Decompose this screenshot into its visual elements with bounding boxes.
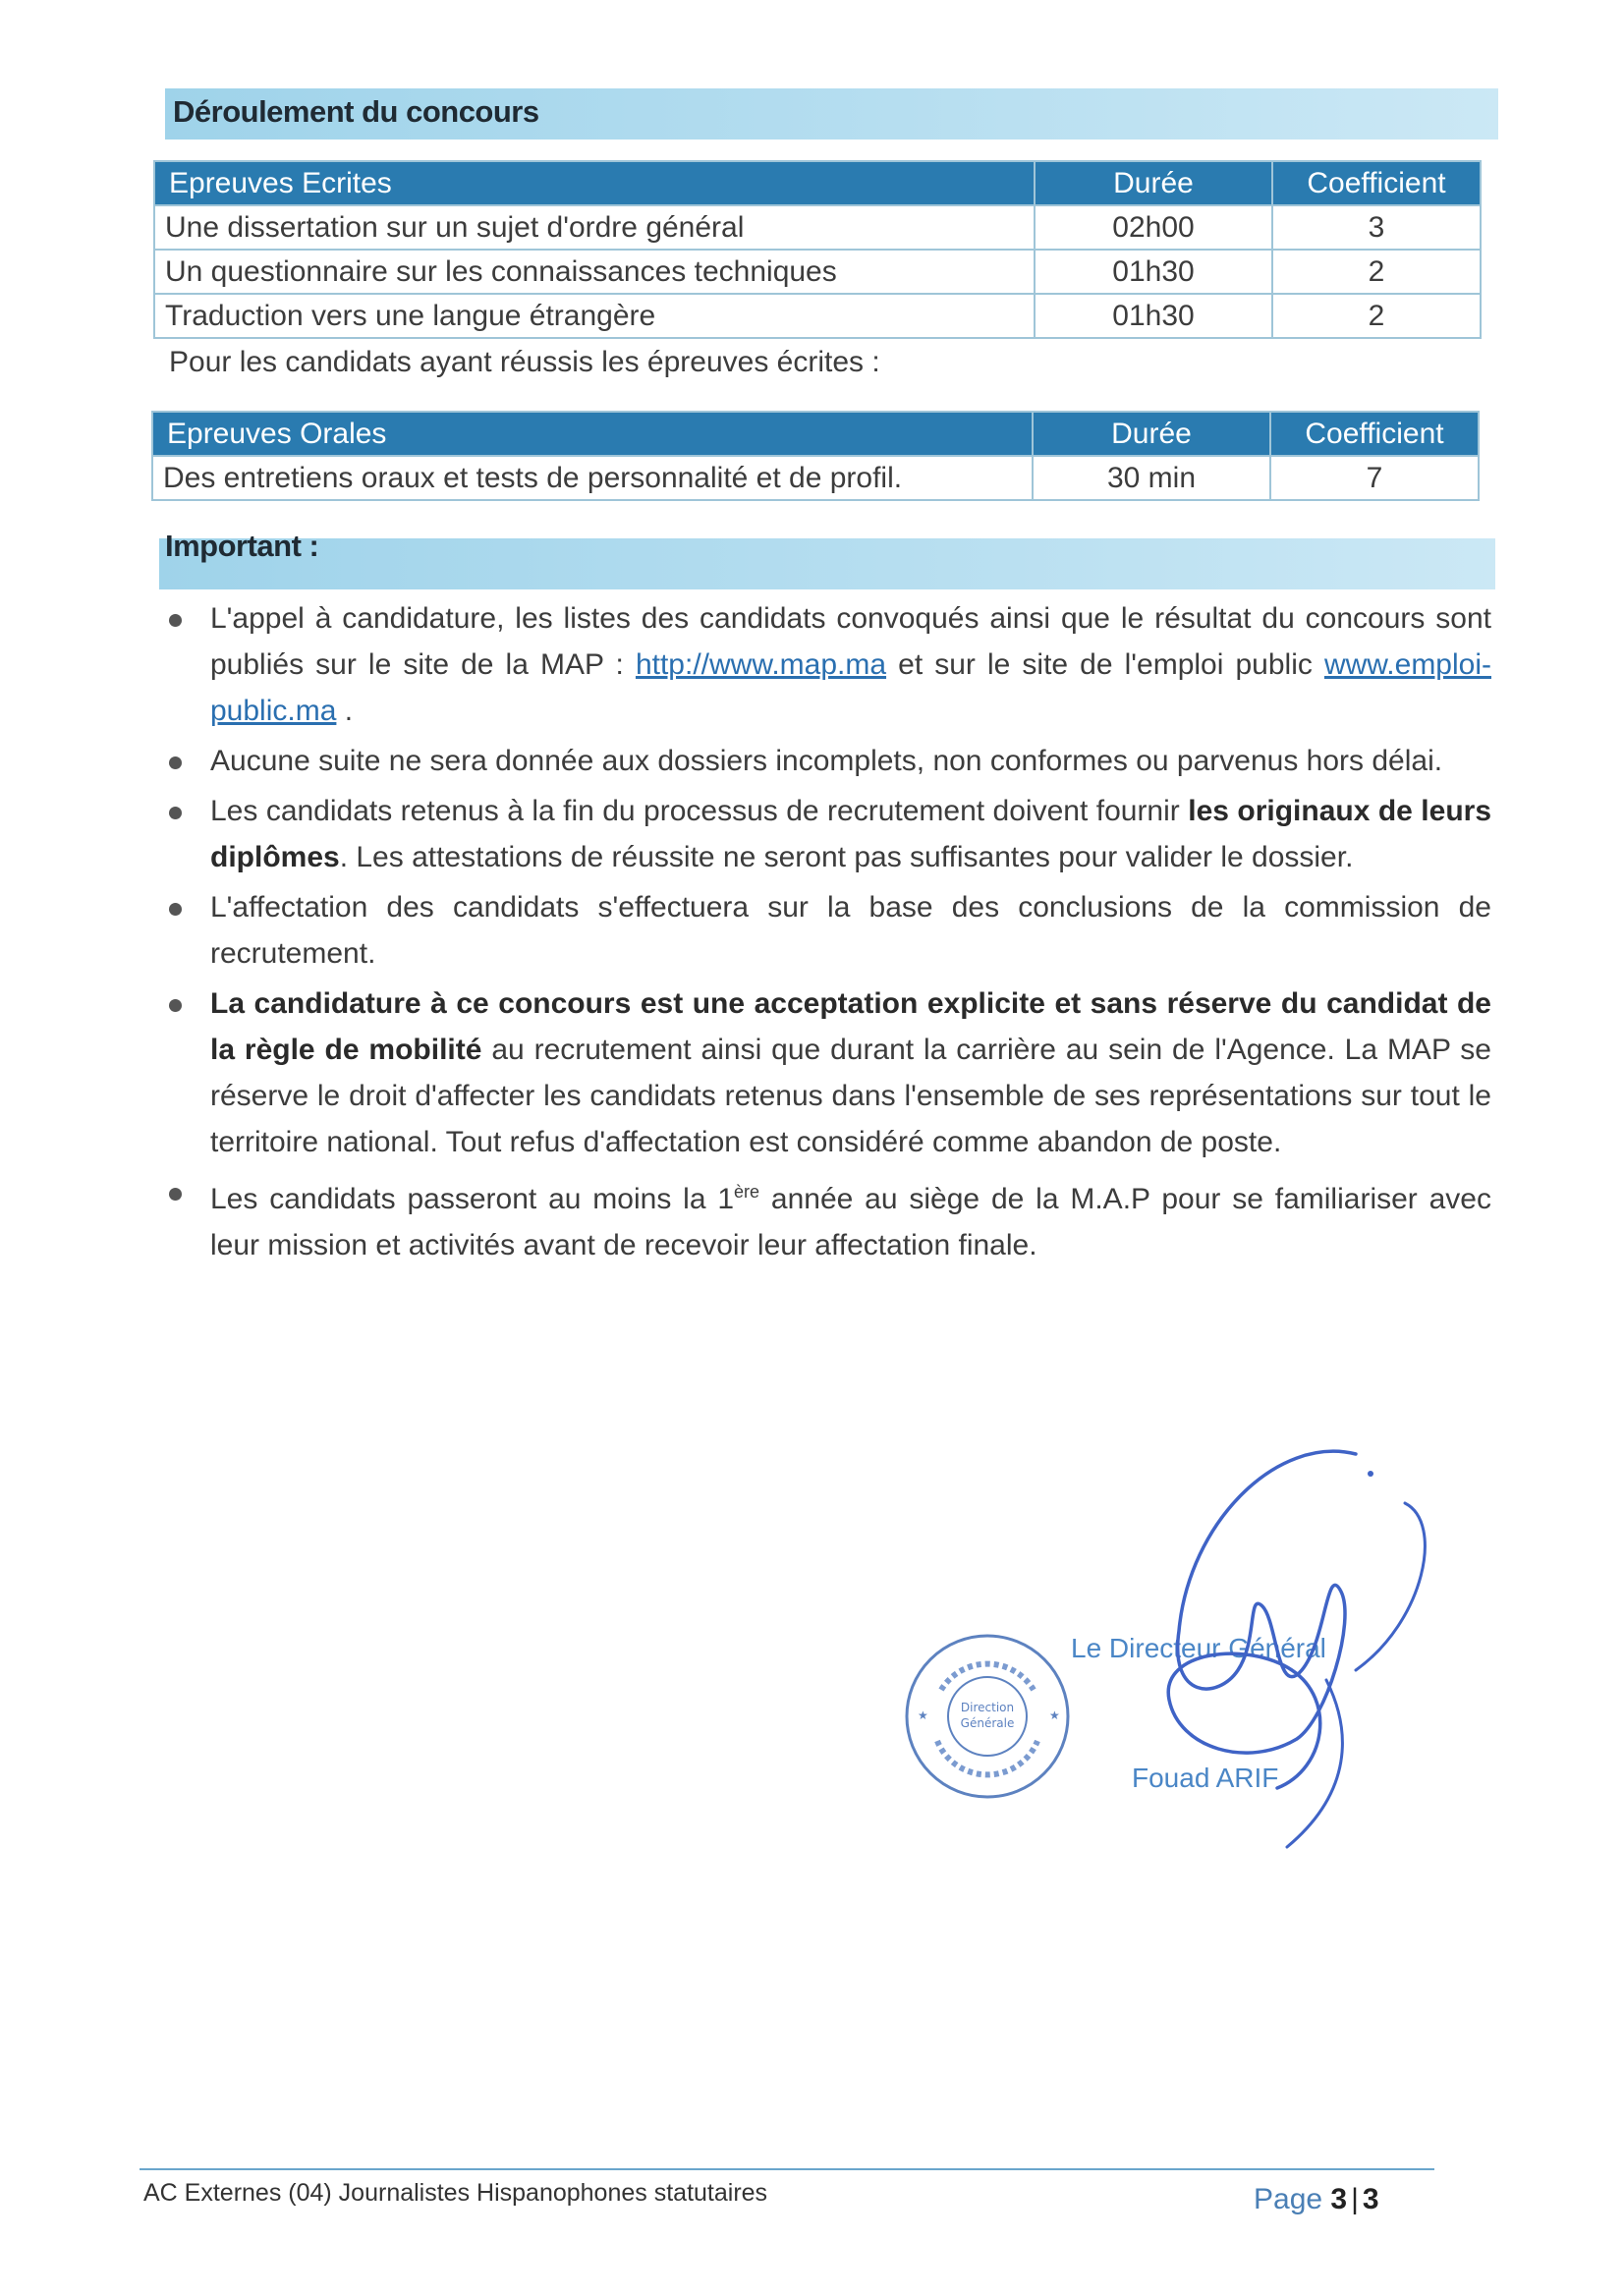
exam-duration-cell: 02h00 [1035, 205, 1272, 250]
written-table-header [154, 161, 1481, 205]
oral-exams-table [151, 411, 1480, 501]
exam-name-cell: Traduction vers une langue étrangère [154, 294, 1035, 338]
section-title-deroulement: Déroulement du concours [173, 94, 539, 129]
note-text: Les candidats passeront au moins la 1 [210, 1183, 735, 1215]
section-title-important: Important : [165, 529, 319, 563]
oral-table-header [152, 412, 1479, 456]
page-total: 3 [1362, 2183, 1379, 2215]
bullet-icon [169, 1188, 182, 1201]
exam-duration-cell: 01h30 [1035, 294, 1272, 338]
exam-name-cell: Une dissertation sur un sujet d'ordre général [154, 205, 1035, 250]
emploi-public-link[interactable]: www.emploi-public.ma [210, 648, 1491, 727]
note-text: . [336, 695, 354, 727]
signatory-title: Le Directeur Général [1071, 1633, 1326, 1663]
svg-text:Direction: Direction [960, 1701, 1015, 1714]
exam-duration-cell: 30 min [1033, 456, 1270, 500]
table-row [154, 205, 1481, 250]
intermediate-text: Pour les candidats ayant réussis les épreuves écrites : [169, 346, 880, 378]
exam-name-cell: Des entretiens oraux et tests de personnalité et de profil. [152, 456, 1033, 500]
header-cell-coefficient: Coefficient [1270, 412, 1479, 456]
header-cell-duree: Durée [1033, 412, 1270, 456]
handwritten-signature [1130, 1444, 1464, 1857]
note-text: année au siège de la M.A.P pour se familiariser avec leur mission et activités avant de recevoir leur affectation finale. [210, 1183, 1491, 1261]
exam-coefficient-cell: 3 [1272, 205, 1481, 250]
note-text: L'affectation des candidats s'effectuera sur la base des conclusions de la commission de recrutement. [210, 891, 1491, 970]
note-text: L'appel à candidature, les listes des candidats convoqués ainsi que le résultat du concours sont publiés sur le site de la MAP : [210, 602, 1491, 681]
svg-text:★: ★ [918, 1708, 928, 1722]
bullet-icon [169, 807, 182, 819]
header-cell-duree: Durée [1035, 161, 1272, 205]
list-item [155, 980, 1491, 1165]
table-row [152, 456, 1479, 500]
note-text: Les candidats retenus à la fin du processus de recrutement doivent fournir [210, 795, 1189, 827]
table-row [154, 250, 1481, 294]
section-band-important [159, 538, 1495, 589]
footer-divider [140, 2168, 1434, 2170]
bullet-icon [169, 903, 182, 916]
exam-coefficient-cell: 2 [1272, 250, 1481, 294]
header-cell-epreuves-ecrites: Epreuves Ecrites [154, 161, 1035, 205]
page-word: Page [1254, 2183, 1323, 2215]
exam-name-cell: Un questionnaire sur les connaissances techniques [154, 250, 1035, 294]
list-item [155, 738, 1491, 784]
page-separator: | [1351, 2183, 1359, 2215]
svg-text:★: ★ [1049, 1708, 1060, 1722]
bullet-icon [169, 999, 182, 1012]
list-item [155, 884, 1491, 977]
note-text: et sur le site de l'emploi public [886, 648, 1324, 681]
note-text: . Les attestations de réussite ne seront pas suffisantes pour valider le dossier. [339, 841, 1354, 873]
list-item [155, 788, 1491, 880]
list-item [155, 1169, 1491, 1268]
map-website-link[interactable]: http://www.map.ma [635, 648, 887, 681]
note-bold-text: La candidature à ce concours est une acceptation explicite et sans réserve du candidat de la règle de mobilité [210, 987, 1491, 1066]
header-cell-coefficient: Coefficient [1272, 161, 1481, 205]
bullet-icon [169, 614, 182, 627]
page-number [1254, 2183, 1379, 2216]
note-superscript: ère [734, 1182, 760, 1202]
exam-duration-cell: 01h30 [1035, 250, 1272, 294]
svg-text:Générale: Générale [960, 1716, 1015, 1730]
page-current: 3 [1330, 2183, 1348, 2215]
list-item [155, 595, 1491, 734]
note-text: au recrutement ainsi que durant la carrière au sein de l'Agence. La MAP se réserve le droit d'affecter les candidats retenus dans l'ensemble de ses représentations sur tout le territoire national. Tout refus d'affectation est considéré comme abandon de poste. [210, 1034, 1491, 1158]
exam-coefficient-cell: 7 [1270, 456, 1479, 500]
signatory-name: Fouad ARIF [1132, 1763, 1279, 1793]
note-text: Aucune suite ne sera donnée aux dossiers incomplets, non conformes ou parvenus hors délai. [210, 745, 1443, 777]
footer-document-title: AC Externes (04) Journalistes Hispanophones statutaires [143, 2179, 768, 2207]
header-cell-epreuves-orales: Epreuves Orales [152, 412, 1033, 456]
official-stamp [902, 1631, 1073, 1802]
exam-coefficient-cell: 2 [1272, 294, 1481, 338]
written-exams-table [153, 160, 1482, 339]
note-bold-text: les originaux de leurs diplômes [210, 795, 1492, 873]
important-notes-list [155, 595, 1491, 1272]
table-row [154, 294, 1481, 338]
bullet-icon [169, 756, 182, 769]
